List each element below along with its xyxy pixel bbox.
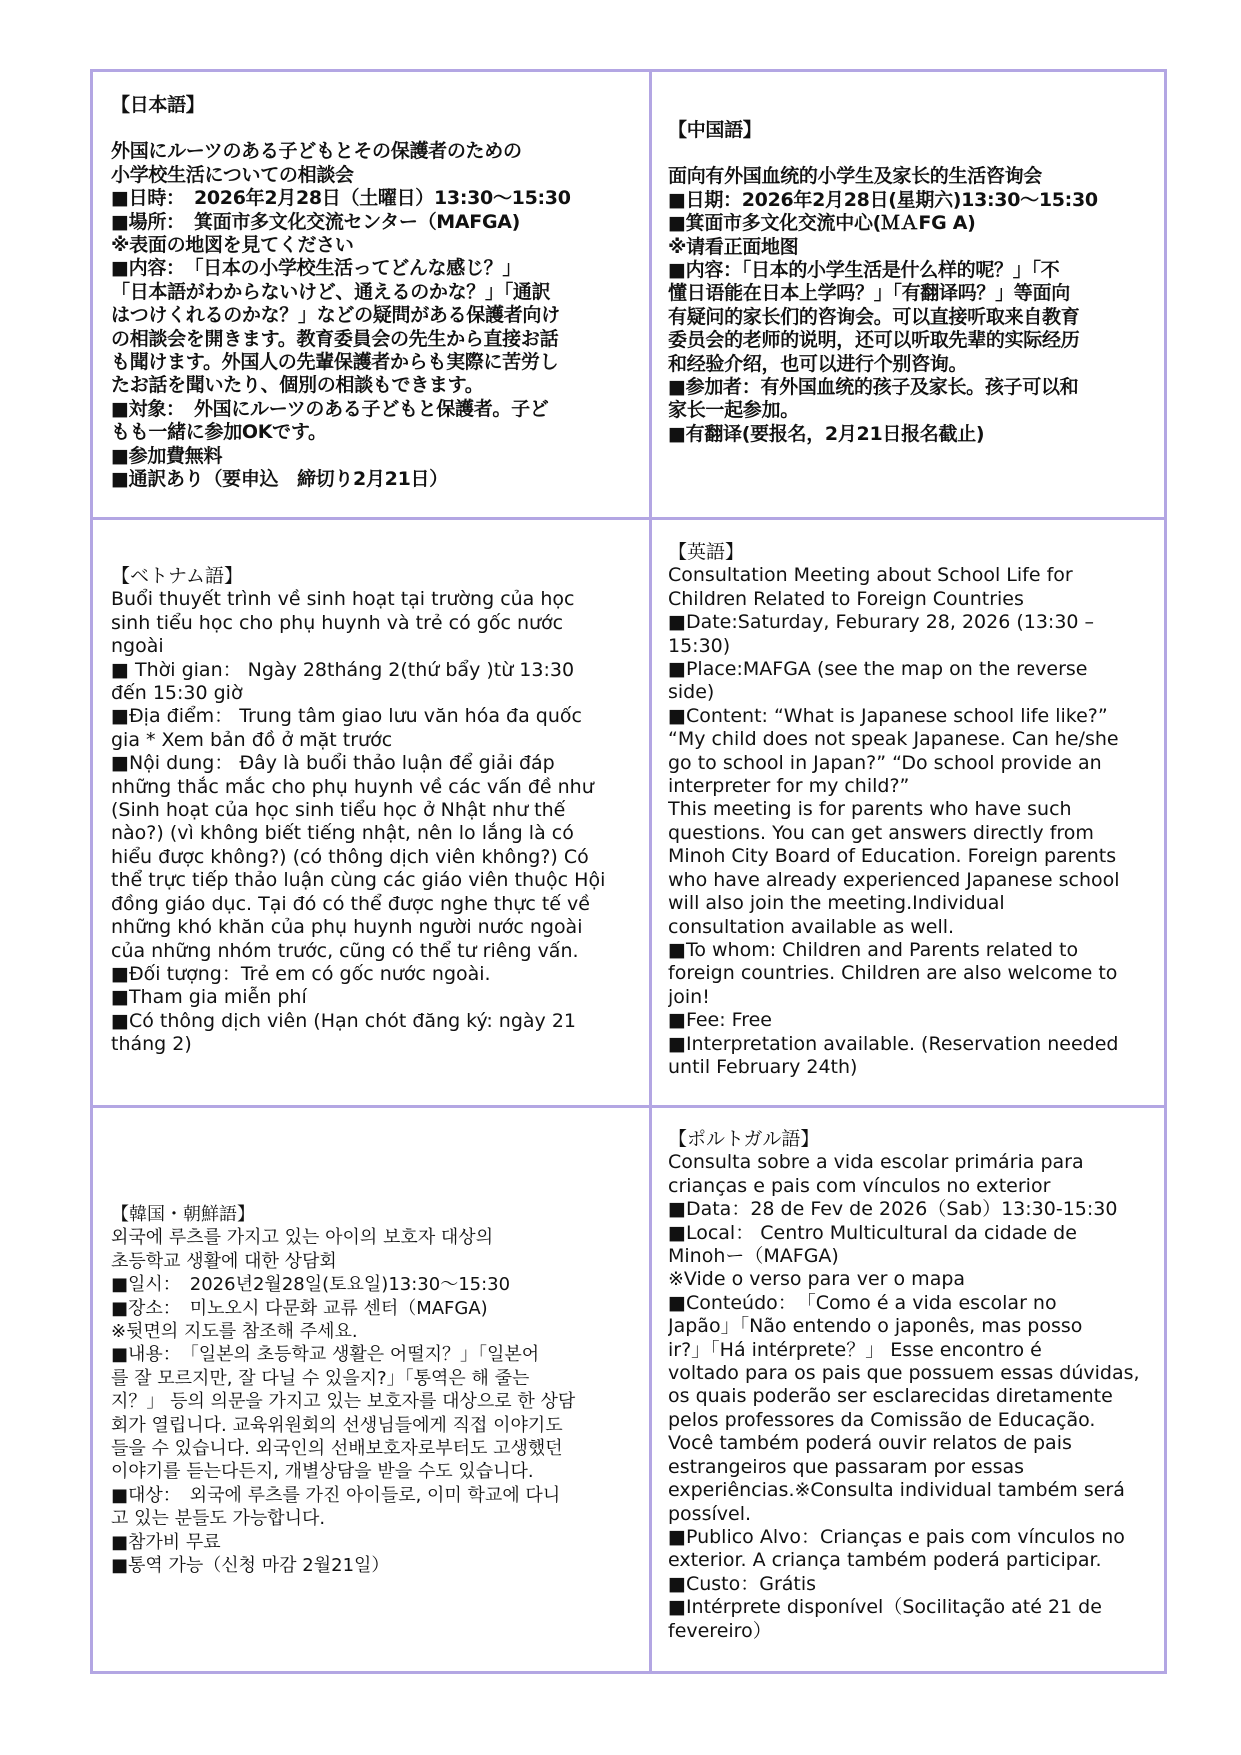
text-line: Buổi thuyết trình về sinh hoạt tại trường của học — [111, 588, 575, 611]
text-line: 초등학교 생활에 대한 상담회 — [111, 1250, 337, 1272]
text-line: 懂日语能在日本上学吗？」「有翻译吗？」等面向 — [668, 282, 1070, 305]
text-line: những khó khăn của phụ huynh người nước ngoài — [111, 916, 583, 939]
text-line: 小学校生活についての相談会 — [111, 163, 354, 186]
text-line: も聞けます。外国人の先輩保護者からも実際に苦労し — [111, 351, 559, 374]
text-line: 委员会的老师的说明，还可以听取先辈的实际经历 — [668, 329, 1080, 352]
text-line: ■日時： 2026年2月28日（土曜日）13:30～15:30 — [111, 187, 571, 210]
text-line: ■참가비 무료 — [111, 1531, 221, 1553]
text-line: fevereiro） — [668, 1619, 772, 1642]
text-line: 들을 수 있습니다. 외국인의 선배보호자로부터도 고생했던 — [111, 1438, 563, 1460]
text-line: os quais poderão ser esclarecidas diretamente — [668, 1385, 1113, 1408]
text-line: 面向有外国血统的小学生及家长的生活咨询会 — [668, 165, 1043, 188]
section-body — [111, 588, 641, 1056]
text-line: possível. — [668, 1502, 752, 1525]
text-line: ■Place:MAFGA (see the map on the reverse — [668, 658, 1088, 681]
section-body — [668, 165, 1163, 446]
text-line: consultation available as well. — [668, 915, 955, 938]
section-body — [111, 1226, 641, 1577]
text-line: ■Nội dung： Đây là buổi thảo luận để giải đáp — [111, 752, 555, 775]
text-line: ■내용： 「일본의 초등학교 생활은 어떨지？」「일본어 — [111, 1344, 540, 1366]
text-line: ■Content: “What is Japanese school life like?” — [668, 704, 1108, 727]
section-heading: 【中国語】 — [668, 119, 762, 141]
text-line: gia * Xem bản đồ ở mặt trước — [111, 728, 393, 751]
text-line: ngoài — [111, 635, 164, 658]
text-line: ■対象： 外国にルーツのある子どもと保護者。子ど — [111, 397, 549, 420]
text-line: ■Interpretation available. (Reservation needed — [668, 1032, 1119, 1055]
text-line: nào?) (vì không biết tiếng nhật, nên lo lắng là có — [111, 822, 574, 845]
row-divider-2 — [93, 1105, 1164, 1108]
text-line: ■Date:Saturday, Feburary 28, 2026 (13:30 – — [668, 611, 1095, 634]
text-line: 고 있는 분들도 가능합니다. — [111, 1508, 326, 1530]
text-line: ■Intérprete disponível（Socilitação até 21 de — [668, 1596, 1102, 1619]
text-line: もも一緒に参加OKです。 — [111, 421, 327, 444]
text-line: ■To whom: Children and Parents related to — [668, 938, 1079, 961]
text-line: go to school in Japan?” “Do school provide an — [668, 751, 1102, 774]
section-english — [668, 541, 1163, 1101]
section-heading: 【ポルトガル語】 — [668, 1128, 820, 1150]
text-line: hiểu được không?) (có thông dịch viên không?) Có — [111, 845, 589, 868]
section-korean — [111, 1203, 641, 1668]
text-line: ■Data：28 de Fev de 2026（Sab）13:30-15:30 — [668, 1198, 1118, 1221]
text-line: 외국에 루츠를 가지고 있는 아이의 보호자 대상의 — [111, 1227, 494, 1249]
text-line: foreign countries. Children are also welcome to — [668, 962, 1118, 985]
text-line: thể trực tiếp thảo luận cùng các giáo viên thuộc Hội — [111, 869, 606, 892]
text-line: ■場所： 箕面市多文化交流センター（MAFGA) — [111, 210, 521, 233]
text-line: ※Vide o verso para ver o mapa — [668, 1268, 966, 1291]
text-line: pelos professores da Comissão de Educação. — [668, 1408, 1096, 1431]
text-line: ■Fee: Free — [668, 1009, 772, 1032]
text-line: 家长一起参加。 — [668, 399, 799, 422]
text-line: ■Publico Alvo：Crianças e pais com vínculos no — [668, 1525, 1125, 1548]
text-line: ■Local： Centro Multicultural da cidade de — [668, 1221, 1077, 1244]
section-heading: 【ベトナム語】 — [111, 565, 244, 587]
text-line: sinh tiểu học cho phụ huynh và trẻ có gốc nước — [111, 611, 564, 634]
text-line: experiências.※Consulta individual também será — [668, 1479, 1125, 1502]
flyer-grid — [90, 69, 1167, 1674]
text-line: This meeting is for parents who have such — [668, 798, 1072, 821]
text-line: ir?」「Há intérprete？」 Esse encontro é — [668, 1338, 1042, 1361]
text-line: ■Địa điểm： Trung tâm giao lưu văn hóa đa quốc — [111, 705, 582, 728]
text-line: 를 잘 모르지만, 잘 다닐 수 있을지?」「통역은 해 줄는 — [111, 1367, 530, 1389]
text-line: Minohー（MAFGA) — [668, 1245, 839, 1268]
text-line: ■Custo：Grátis — [668, 1572, 817, 1595]
text-line: 지？」 등의 의문을 가지고 있는 보호자를 대상으로 한 상담 — [111, 1391, 576, 1413]
text-line: “My child does not speak Japanese. Can he/she — [668, 728, 1119, 751]
text-line: の相談会を開きます。教育委員会の先生から直接お話 — [111, 327, 559, 350]
text-line: ■通訳あり（要申込 締切り2月21日） — [111, 468, 448, 491]
text-line: 和经验介绍，也可以进行个别咨询。 — [668, 352, 968, 375]
text-line: của những nhóm trước, cũng có thể tư riêng vấn. — [111, 939, 579, 962]
text-line: Minoh City Board of Education. Foreign parents — [668, 845, 1117, 868]
text-line: crianças e pais com vínculos no exterior — [668, 1174, 1051, 1197]
text-line: đồng giáo dục. Tại đó có thể được nghe thực tế về — [111, 892, 590, 915]
text-line: ※뒷면의 지도를 참조해 주세요. — [111, 1321, 358, 1343]
section-body — [668, 564, 1163, 1079]
text-line: ■内容：「日本的小学生活是什么样的呢？」「不 — [668, 259, 1060, 282]
section-chinese — [668, 119, 1163, 514]
section-heading: 【日本語】 — [111, 94, 205, 116]
section-heading: 【英語】 — [668, 541, 745, 563]
section-portuguese — [668, 1128, 1163, 1668]
section-body — [111, 140, 641, 491]
text-line: tháng 2) — [111, 1033, 192, 1056]
text-line: will also join the meeting.Individual — [668, 892, 1005, 915]
text-line: questions. You can get answers directly from — [668, 821, 1094, 844]
column-divider — [649, 72, 652, 1671]
text-line: (Sinh hoạt của học sinh tiểu học ở Nhật như thế — [111, 799, 566, 822]
text-line: ※表面の地図を見てください — [111, 234, 354, 257]
text-line: ■有翻译(要报名，2月21日报名截止) — [668, 422, 985, 445]
text-line: ■日期：2026年2月28日(星期六)13:30～15:30 — [668, 188, 1098, 211]
text-line: ■Tham gia miễn phí — [111, 986, 307, 1009]
text-line: ■内容： 「日本の小学校生活ってどんな感じ？」 — [111, 257, 522, 280]
section-vietnamese — [111, 565, 641, 1100]
text-line: ■箕面市多文化交流中心(ＭＡFG A) — [668, 212, 976, 235]
text-line: Children Related to Foreign Countries — [668, 587, 1024, 610]
text-line: ※请看正面地图 — [668, 235, 799, 258]
text-line: 外国にルーツのある子どもとその保護者のための — [111, 140, 522, 163]
text-line: những thắc mắc cho phụ huynh về các vấn đề như — [111, 775, 594, 798]
text-line: side) — [668, 681, 715, 704]
text-line: interpreter for my child?” — [668, 775, 910, 798]
text-line: until February 24th) — [668, 1055, 858, 1078]
text-line: 「日本語がわからないけど、通えるのかな？」「通訳 — [111, 280, 551, 303]
text-line: ■통역 가능（신청 마감 2월21일） — [111, 1555, 390, 1577]
text-line: 15:30) — [668, 634, 731, 657]
text-line: 有疑问的家长们的咨询会。可以直接听取来自教育 — [668, 305, 1080, 328]
text-line: who have already experienced Japanese school — [668, 868, 1120, 891]
text-line: たお話を聞いたり、個別の相談もできます。 — [111, 374, 484, 397]
text-line: ■Đối tượng：Trẻ em có gốc nước ngoài. — [111, 962, 491, 985]
text-line: ■Conteúdo： 「Como é a vida escolar no — [668, 1291, 1057, 1314]
text-line: 회가 열립니다. 교육위원회의 선생님들에게 직접 이야기도 — [111, 1414, 563, 1436]
text-line: ■ Thời gian： Ngày 28tháng 2(thứ bẩy )từ 13:30 — [111, 658, 575, 681]
text-line: join! — [668, 985, 710, 1008]
text-line: Consultation Meeting about School Life for — [668, 564, 1073, 587]
text-line: estrangeiros que passaram por essas — [668, 1455, 1025, 1478]
text-line: ■일시： 2026년2월28일(토요일)13:30～15:30 — [111, 1274, 511, 1296]
section-body — [668, 1151, 1163, 1643]
text-line: 이야기를 듣는다든지, 개별상담을 받을 수도 있습니다. — [111, 1461, 534, 1483]
text-line: ■Có thông dịch viên (Hạn chót đăng ký: ngày 21 — [111, 1009, 577, 1032]
text-line: Japão」「Não entendo o japonês, mas posso — [668, 1315, 1083, 1338]
text-line: ■장소： 미노오시 다문화 교류 센터（MAFGA) — [111, 1297, 488, 1319]
text-line: Consulta sobre a vida escolar primária para — [668, 1151, 1084, 1174]
text-line: Você também poderá ouvir relatos de pais — [668, 1432, 1072, 1455]
text-line: ■参加費無料 — [111, 444, 223, 467]
text-line: ■参加者：有外国血统的孩子及家长。孩子可以和 — [668, 376, 1079, 399]
row-divider-1 — [93, 517, 1164, 520]
text-line: はつけくれるのかな？」などの疑問がある保護者向け — [111, 304, 560, 327]
text-line: đến 15:30 giờ — [111, 682, 243, 705]
text-line: exterior. A criança também poderá participar. — [668, 1549, 1102, 1572]
section-heading: 【韓国・朝鮮語】 — [111, 1204, 255, 1225]
text-line: ■대상： 외국에 루츠를 가진 아이들로, 이미 학교에 다니 — [111, 1484, 561, 1506]
section-japanese — [111, 94, 641, 514]
text-line: voltado para os pais que possuem essas dúvidas, — [668, 1362, 1140, 1385]
